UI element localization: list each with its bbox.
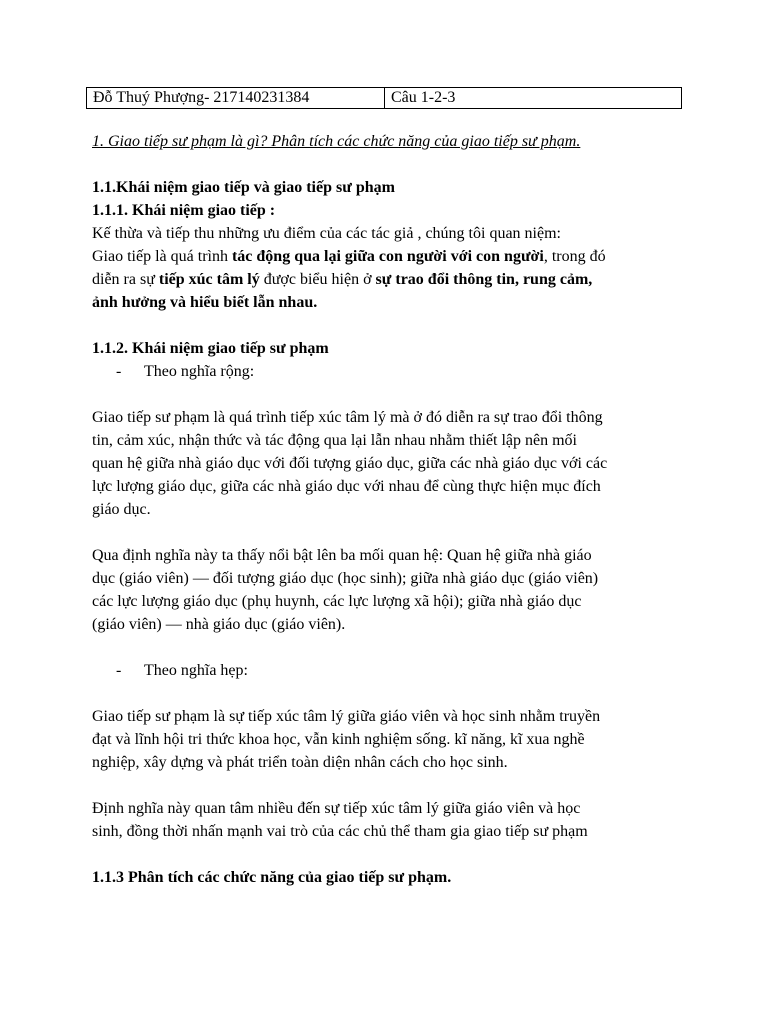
section-heading-1-1-1: 1.1.1. Khái niệm giao tiếp : (92, 202, 276, 219)
list-item-label: Theo nghĩa hẹp: (144, 662, 248, 679)
spacer (92, 153, 692, 176)
question-title: 1. Giao tiếp sư phạm là gì? Phân tích các chức năng của giao tiếp sư phạm. (92, 133, 581, 150)
paragraph-line: dục (giáo viên) — đối tượng giáo dục (học sinh); giữa nhà giáo dục (giáo viên) (92, 570, 599, 587)
paragraph-line: Qua định nghĩa này ta thấy nổi bật lên ba mối quan hệ: Quan hệ giữa nhà giáo (92, 547, 592, 564)
paragraph-line (92, 245, 692, 268)
text-run-bold: tiếp xúc tâm lý (158, 271, 260, 288)
spacer (92, 682, 692, 705)
paragraph-line: lực lượng giáo dục, giữa các nhà giáo dục với nhau để cùng thực hiện mục đích (92, 478, 601, 495)
paragraph-line: các lực lượng giáo dục (phụ huynh, các lực lượng xã hội); giữa nhà giáo dục (92, 593, 582, 610)
paragraph-line: giáo dục. (92, 501, 151, 518)
spacer (92, 383, 692, 406)
text-run-bold: sự trao đổi thông tin, rung cảm, (375, 271, 593, 288)
spacer (92, 521, 692, 544)
header-table (86, 87, 682, 109)
text-run: được biểu hiện ở (259, 271, 376, 288)
text-run: diễn ra sự (92, 271, 159, 288)
paragraph-line: Định nghĩa này quan tâm nhiều đến sự tiếp xúc tâm lý giữa giáo viên và học (92, 800, 581, 817)
paragraph-line: (giáo viên) — nhà giáo dục (giáo viên). (92, 616, 346, 633)
author-cell: Đỗ Thuý Phượng- 217140231384 (87, 88, 385, 109)
paragraph-line: tin, cảm xúc, nhận thức và tác động qua lại lẫn nhau nhằm thiết lập nên mối (92, 432, 577, 449)
questions-cell: Câu 1-2-3 (385, 88, 682, 109)
paragraph-line: đạt và lĩnh hội tri thức khoa học, vẫn kinh nghiệm sống. kĩ năng, kĩ xua nghề (92, 731, 585, 748)
paragraph-line: quan hệ giữa nhà giáo dục với đối tượng giáo dục, giữa các nhà giáo dục với các (92, 455, 608, 472)
text-run-bold: tác động qua lại giữa con người với con người (231, 248, 544, 265)
paragraph-line: Giao tiếp sư phạm là sự tiếp xúc tâm lý giữa giáo viên và học sinh nhằm truyền (92, 708, 601, 725)
list-item-label: Theo nghĩa rộng: (144, 363, 255, 380)
spacer (92, 636, 692, 659)
list-item-broad (92, 360, 692, 383)
paragraph-line: Giao tiếp sư phạm là quá trình tiếp xúc tâm lý mà ở đó diễn ra sự trao đổi thông (92, 409, 603, 426)
text-run: Giao tiếp là quá trình (92, 248, 232, 265)
paragraph-line: nghiệp, xây dựng và phát triển toàn diện nhân cách cho học sinh. (92, 754, 508, 771)
header-row (87, 88, 682, 109)
spacer (92, 774, 692, 797)
section-heading-1-1-3: 1.1.3 Phân tích các chức năng của giao tiếp sư phạm. (92, 869, 452, 886)
section-heading-1-1: 1.1.Khái niệm giao tiếp và giao tiếp sư phạm (92, 179, 395, 196)
dash-bullet: - (116, 363, 122, 380)
document-body (92, 130, 692, 889)
spacer (92, 314, 692, 337)
paragraph-line: Kế thừa và tiếp thu những ưu điểm của các tác giả , chúng tôi quan niệm: (92, 225, 561, 242)
section-heading-1-1-2: 1.1.2. Khái niệm giao tiếp sư phạm (92, 340, 329, 357)
paragraph-line: ảnh hưởng và hiểu biết lẫn nhau. (92, 294, 318, 311)
paragraph-line (92, 268, 692, 291)
paragraph-line: sinh, đồng thời nhấn mạnh vai trò của các chủ thể tham gia giao tiếp sư phạm (92, 823, 588, 840)
list-item-narrow (92, 659, 692, 682)
text-run: , trong đó (543, 248, 606, 265)
spacer (92, 843, 692, 866)
dash-bullet: - (116, 662, 122, 679)
